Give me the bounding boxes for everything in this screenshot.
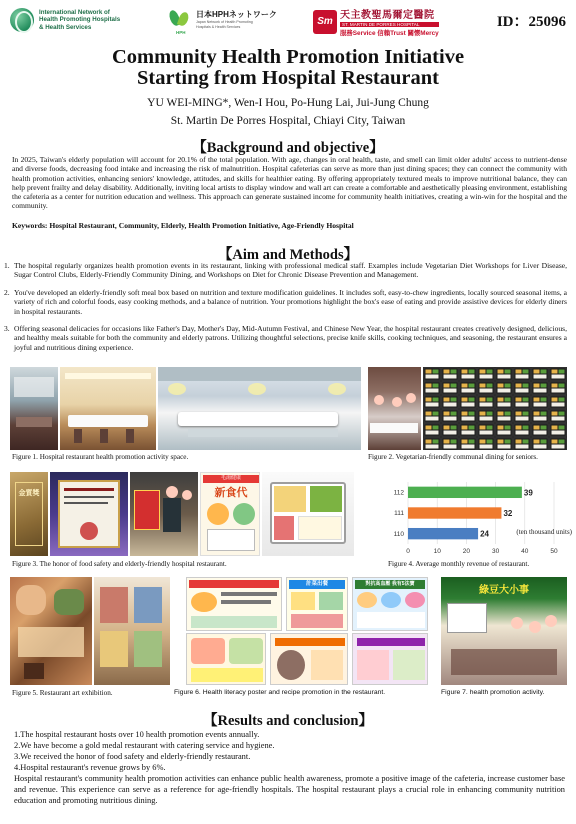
hospital-mark-icon: Sm xyxy=(313,10,337,34)
japan-hph-title: 日本HPHネットワーク xyxy=(196,10,277,20)
aim-item-2 xyxy=(4,288,567,316)
fig1-photo-hall-entrance xyxy=(10,367,58,450)
green-bean-title: 綠豆大小事 xyxy=(479,585,529,596)
newfood-top-text: 毛湯健康 xyxy=(203,475,259,483)
fig1-photo-dining-hall xyxy=(60,367,156,450)
results-list xyxy=(14,729,564,773)
chart-value-label: 24 xyxy=(480,529,489,539)
result-item: 1.The hospital restaurant hosts over 10 health promotion events annually. xyxy=(14,730,260,739)
chart-x-tick-label: 0 xyxy=(406,548,410,555)
hospital-name-zh: 天主教聖馬爾定醫院 xyxy=(340,10,435,21)
chart-y-category-label: 112 xyxy=(393,489,404,497)
aim-number: 1. xyxy=(4,261,10,270)
leaf-icon xyxy=(168,8,192,30)
chart-unit-label: (ten thousand units) xyxy=(516,528,572,536)
hospital-motto: 服務Service 信賴Trust 關懷Mercy xyxy=(340,30,439,37)
aim-text: You've developed an elderly-friendly soft meal box based on nutrition and texture modification guidelines. It includes soft, easy-to-chew ingredients, locally sourced seasonal items, a variety of rich and colorful foods, easy cooking methods, and a balance of nutrition. Your promotions highlight the box's ease of eating and provide assistive devices for elderly diners in hospital restaurants. xyxy=(14,288,567,316)
chart-x-tick-label: 40 xyxy=(521,548,529,555)
aim-text: The hospital regularly organizes health promotion events in its restaurant, linking with professional medical staff. Examples include Vegetarian Diet Workshops for Liver Disease, Sugar Control Clubs, Elderly-Friendly Community Dining, and Workshops on Diet for Chronic Disease Prevention and Management. xyxy=(14,261,567,280)
fig1-photo-banquet-room xyxy=(158,367,361,450)
aim-item-1 xyxy=(4,261,567,280)
fig3-photo-award-ceremony xyxy=(130,472,198,556)
chart-y-category-label: 110 xyxy=(393,530,404,538)
background-heading: 【Background and objective】 xyxy=(192,140,384,156)
hospital-name-en: ST. MARTIN DE PORRES HOSPITAL xyxy=(340,22,439,27)
japan-hph-subtitle: Japan Network of Health Promoting Hospitals & Health Services xyxy=(196,20,253,29)
result-item: 2.We have become a gold medal restaurant with catering service and hygiene. xyxy=(14,741,275,750)
globe-icon xyxy=(10,8,34,32)
fig6-recipe-card-1 xyxy=(186,633,266,685)
fig6-poster-1 xyxy=(186,577,282,631)
keywords: Keywords: Hospital Restaurant, Community, Elderly, Health Promotion Initiative, Age-Friendly Hospital xyxy=(12,221,354,230)
chart-bar xyxy=(408,507,501,518)
fig3-photo-certificate xyxy=(50,472,128,556)
fig5-photo-art-exhibition-2 xyxy=(94,577,170,685)
fig5-photo-art-exhibition-1 xyxy=(10,577,92,685)
chart-x-tick-label: 20 xyxy=(462,548,471,555)
chart-y-category-label: 111 xyxy=(394,510,404,518)
meal-box-grid xyxy=(423,367,567,450)
revenue-chart xyxy=(380,478,576,570)
figure-6-caption: Figure 6. Health literacy poster and recipe promotion in the restaurant. xyxy=(174,689,386,696)
result-item: 4.Hospital restaurant's revenue grows by 6%. xyxy=(14,763,166,772)
authors: YU WEI-MING*, Wen-I Hou, Po-Hung Lai, Jui-Jung Chung xyxy=(147,97,429,109)
fig7-photo-activity xyxy=(441,577,567,685)
japan-hph-logo xyxy=(168,8,277,35)
aim-number: 3. xyxy=(4,324,10,333)
aim-item-3 xyxy=(4,324,567,352)
figure-1-caption: Figure 1. Hospital restaurant health promotion activity space. xyxy=(12,453,189,461)
figure-5-caption: Figure 5. Restaurant art exhibition. xyxy=(12,689,113,697)
chart-bar xyxy=(408,528,478,539)
hospital-logo xyxy=(313,6,439,37)
chart-value-label: 39 xyxy=(523,488,533,498)
fig3-photo-newfood-poster xyxy=(200,472,260,556)
aim-heading: 【Aim and Methods】 xyxy=(217,247,359,263)
inhph-logo-text: International Network of Health Promoting Hospitals & Health Services xyxy=(39,9,121,31)
poster-title: Community Health Promotion Initiative Starting from Hospital Restaurant xyxy=(111,46,465,89)
poster-b-title: 對抗高血壓 我有5法寶 xyxy=(355,580,425,589)
conclusion-text: Hospital restaurant's community health promotion activities can enhance public health awareness, promote a positive image of the cafeteria, increase customer base and revenue. This experience can serve as a reference for age-friendly hospitals. The hospital restaurant plays a crucial role in enhancing community nutrition education and promoting nutritious dining. xyxy=(14,774,565,806)
fig6-poster-3 xyxy=(352,577,428,631)
fig2-photo-meal-boxes xyxy=(423,367,567,450)
aim-number: 2. xyxy=(4,288,10,297)
background-text: In 2025, Taiwan's elderly population will account for 20.1% of the total population. With age, changes in oral health, taste, and smell can limit older adults' access to nutrient-dense and diverse foods, decreasing food intake and increasing the risk of malnutrition. Hospital cafeterias can serve as more than just dining spaces; they can connect the community with health promotion activities, enhancing seniors' knowledge, attitudes, and skills for healthier eating. By offering appropriately textured meals to improve nutritional balance, they can help prevent frailty and delay disability. Additionally, inviting local artists to display window and wall art can create a comfortable and aesthetically pleasing environment, establishing the cafeteria as a center for nutrition education and wellness. This approach can generate sustained income for community health initiatives, creating a win-win for the hospital and the community. xyxy=(12,155,567,211)
chart-x-tick-label: 50 xyxy=(550,548,558,555)
aim-text: Offering seasonal delicacies for occasions like Father's Day, Mother's Day, Mid-Autumn Festival, and Chinese New Year, the hospital restaurant creates creatively designed, delicious, and healthy meals suitable for both the community and elderly patrons. Utilizing thoughtful selections, precise knife skills, cooking techniques, and seasoning, the restaurant ensures a joyful and nutritious dining experience. xyxy=(14,324,567,352)
hph-mark: HPH xyxy=(176,30,186,35)
chart-bar xyxy=(408,487,522,498)
results-heading: 【Results and conclusion】 xyxy=(202,713,373,729)
figure-2-caption: Figure 2. Vegetarian-friendly communal dining for seniors. xyxy=(368,453,538,461)
affiliation: St. Martin De Porres Hospital, Chiayi City, Taiwan xyxy=(170,115,406,127)
fig3-photo-soft-meal-box xyxy=(262,472,354,556)
result-item: 3.We received the honor of food safety and elderly-friendly restaurant. xyxy=(14,752,251,761)
fig3-photo-award-plaque xyxy=(10,472,48,556)
figure-3-caption: Figure 3. The honor of food safety and elderly-friendly hospital restaurant. xyxy=(12,560,227,568)
chart-x-tick-label: 30 xyxy=(491,548,500,555)
fig6-recipe-card-2 xyxy=(270,633,348,685)
poster-a-title: 計菜出餐 xyxy=(289,580,345,589)
figure-4-caption: Figure 4. Average monthly revenue of restaurant. xyxy=(388,560,530,568)
fig6-recipe-card-3 xyxy=(352,633,428,685)
figure-7-caption: Figure 7. health promotion activity. xyxy=(441,689,545,696)
newfood-banner-text: 新食代 xyxy=(214,487,248,499)
inhph-logo xyxy=(10,8,120,32)
chart-x-tick-label: 10 xyxy=(433,548,441,555)
header xyxy=(0,0,576,42)
fig2-photo-seniors-dining xyxy=(368,367,421,450)
award-plaque-text: 金質獎 xyxy=(18,489,40,497)
chart-value-label: 32 xyxy=(503,509,513,518)
poster-id: ID：25096 xyxy=(496,14,566,30)
fig6-poster-2 xyxy=(286,577,348,631)
